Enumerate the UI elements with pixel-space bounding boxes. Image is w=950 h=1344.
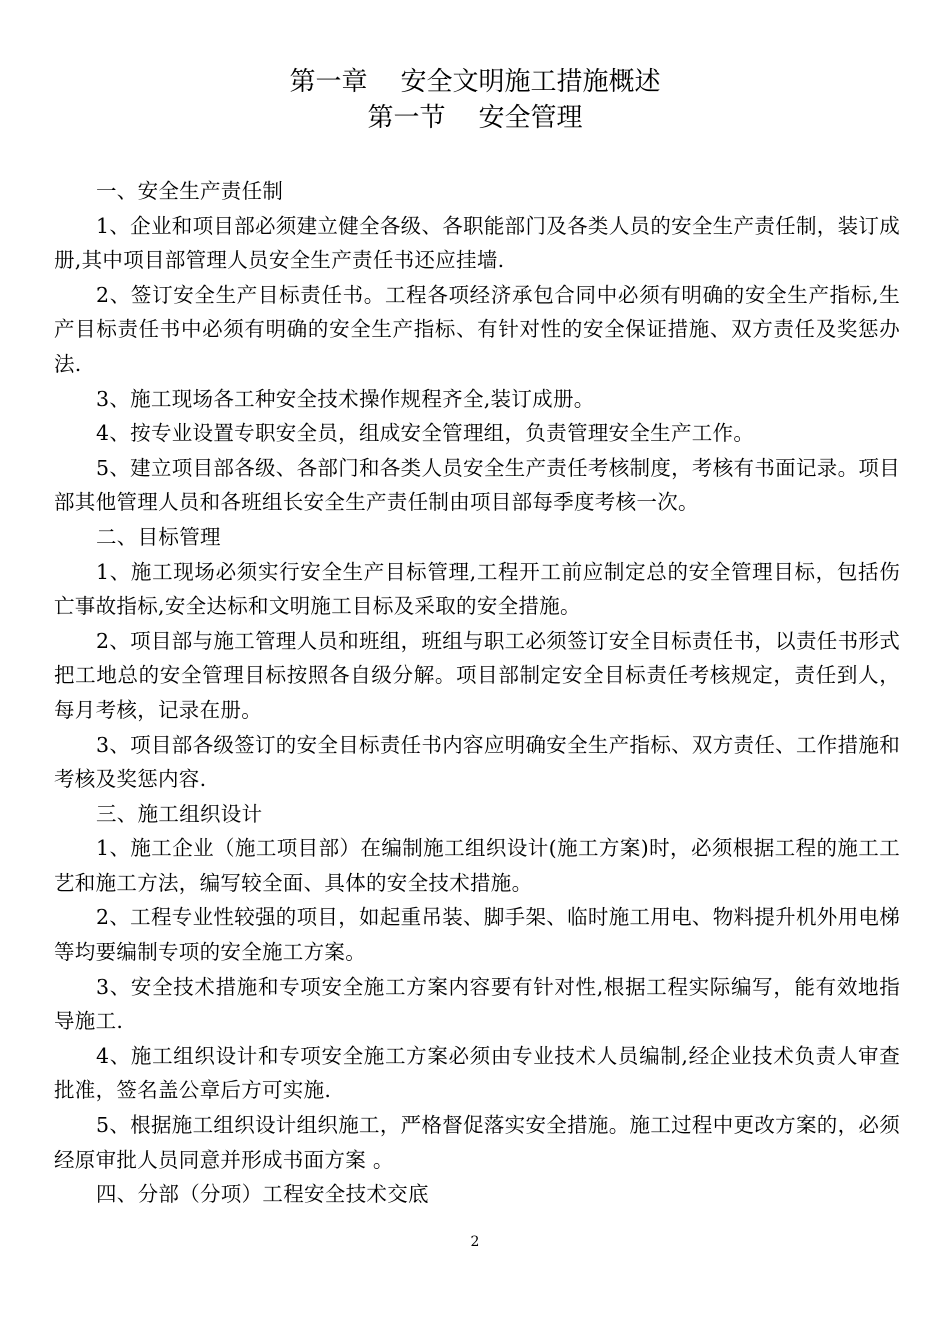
heading-construction-design: 三、施工组织设计 (96, 801, 263, 826)
paragraph: 3、项目部各级签订的安全目标责任书内容应明确安全生产指标、双方责任、工作措施和考核及奖惩内容. (54, 732, 900, 792)
paragraph: 2、签订安全生产目标责任书。工程各项经济承包合同中必须有明确的安全生产指标,生产目标责任书中必须有明确的安全生产指标、有针对性的安全保证措施、双方责任及奖惩办法. (54, 282, 900, 376)
paragraph: 5、根据施工组织设计组织施工，严格督促落实安全措施。施工过程中更改方案的，必须经原审批人员同意并形成书面方案 。 (54, 1113, 900, 1172)
paragraph: 5、建立项目部各级、各部门和各类人员安全生产责任考核制度，考核有书面记录。项目部其他管理人员和各班组长安全生产责任制由项目部每季度考核一次。 (54, 455, 900, 515)
paragraph: 2、工程专业性较强的项目，如起重吊装、脚手架、临时施工用电、物料提升机外用电梯等均要编制专项的安全施工方案。 (54, 905, 900, 965)
paragraph: 1、施工现场必须实行安全生产目标管理,工程开工前应制定总的安全管理目标，包括伤亡事故指标,安全达标和文明施工目标及采取的安全措施。 (54, 559, 900, 619)
paragraph: 3、安全技术措施和专项安全施工方案内容要有针对性,根据工程实际编写，能有效地指导施工. (54, 974, 900, 1034)
paragraph: 2、项目部与施工管理人员和班组，班组与职工必须签订安全目标责任书，以责任书形式把工地总的安全管理目标按照各自级分解。项目部制定安全目标责任考核规定，责任到人，每月考核，记录在册。 (54, 628, 900, 722)
paragraph: 1、企业和项目部必须建立健全各级、各职能部门及各类人员的安全生产责任制，装订成册,其中项目部管理人员安全生产责任书还应挂墙. (54, 213, 900, 273)
paragraph: 4、施工组织设计和专项安全施工方案必须由专业技术人员编制,经企业技术负责人审查批准，签名盖公章后方可实施. (54, 1043, 900, 1103)
section-title: 第一节 安全管理 (367, 103, 583, 133)
paragraph: 4、按专业设置专职安全员，组成安全管理组，负责管理安全生产工作。 (96, 421, 755, 446)
chapter-title: 第一章 安全文明施工措施概述 (289, 67, 661, 97)
heading-technical-briefing: 四、分部（分项）工程安全技术交底 (96, 1182, 429, 1207)
heading-target-management: 二、目标管理 (96, 524, 221, 549)
body-text (54, 174, 900, 1212)
paragraph: 1、施工企业（施工项目部）在编制施工组织设计(施工方案)时，必须根据工程的施工工艺和施工方法，编写较全面、具体的安全技术措施。 (54, 836, 900, 895)
paragraph: 3、施工现场各工种安全技术操作规程齐全,装订成册。 (96, 386, 595, 411)
page-number: 2 (470, 1234, 480, 1250)
heading-responsibility-system: 一、安全生产责任制 (96, 179, 284, 203)
